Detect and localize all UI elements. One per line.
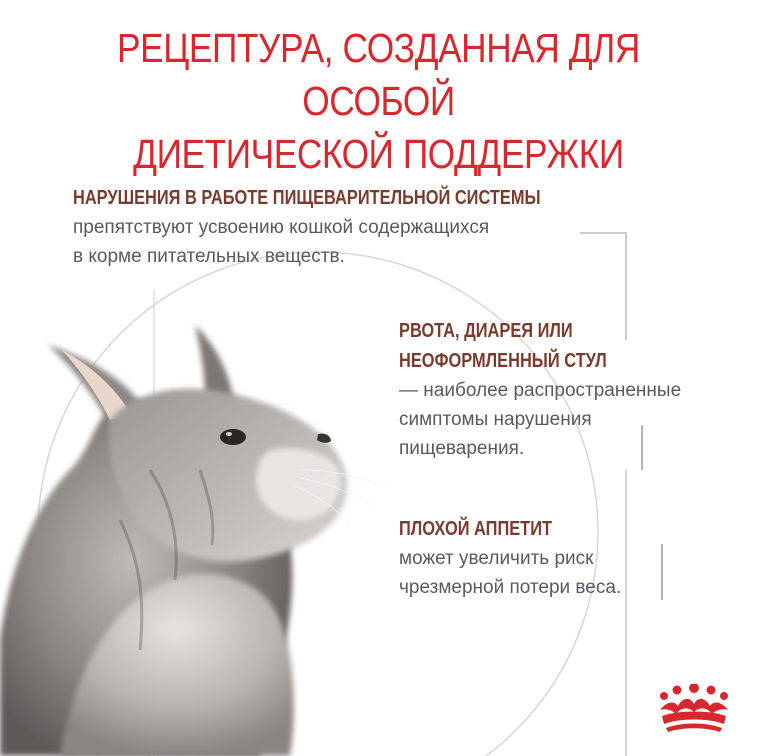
point-text-line: препятствуют усвоению кошкой содержащихся — [73, 217, 490, 238]
point-text-line: симптомы нарушения — [399, 409, 592, 430]
point-text-line: может увеличить риск — [399, 548, 594, 569]
point-vomiting-diarrhea — [399, 316, 681, 463]
crown-icon — [656, 684, 732, 736]
point-digestive-disorders — [73, 183, 643, 271]
cat-body — [0, 325, 390, 756]
point-title: ПЛОХОЙ АППЕТИТ — [399, 518, 553, 540]
point-title-line: РВОТА, ДИАРЕЯ ИЛИ — [399, 320, 573, 342]
cat-eye — [220, 429, 246, 445]
point-title-line: НЕОФОРМЛЕННЫЙ СТУЛ — [399, 350, 607, 372]
point-text-line: пищеварения. — [399, 438, 525, 459]
point-title: НАРУШЕНИЯ В РАБОТЕ ПИЩЕВАРИТЕЛЬНОЙ СИСТЕМЫ — [73, 187, 541, 209]
point-text-line: в корме питательных веществ. — [73, 246, 345, 267]
headline — [53, 22, 704, 181]
headline-line-2: ДИЕТИЧЕСКОЙ ПОДДЕРЖКИ — [133, 131, 624, 177]
point-poor-appetite — [399, 514, 621, 602]
point-text-line: — наиболее распространенные — [399, 380, 682, 401]
headline-line-1: РЕЦЕПТУРА, СОЗДАННАЯ ДЛЯ ОСОБОЙ — [117, 25, 640, 124]
point-text-line: чрезмерной потери веса. — [399, 577, 622, 598]
